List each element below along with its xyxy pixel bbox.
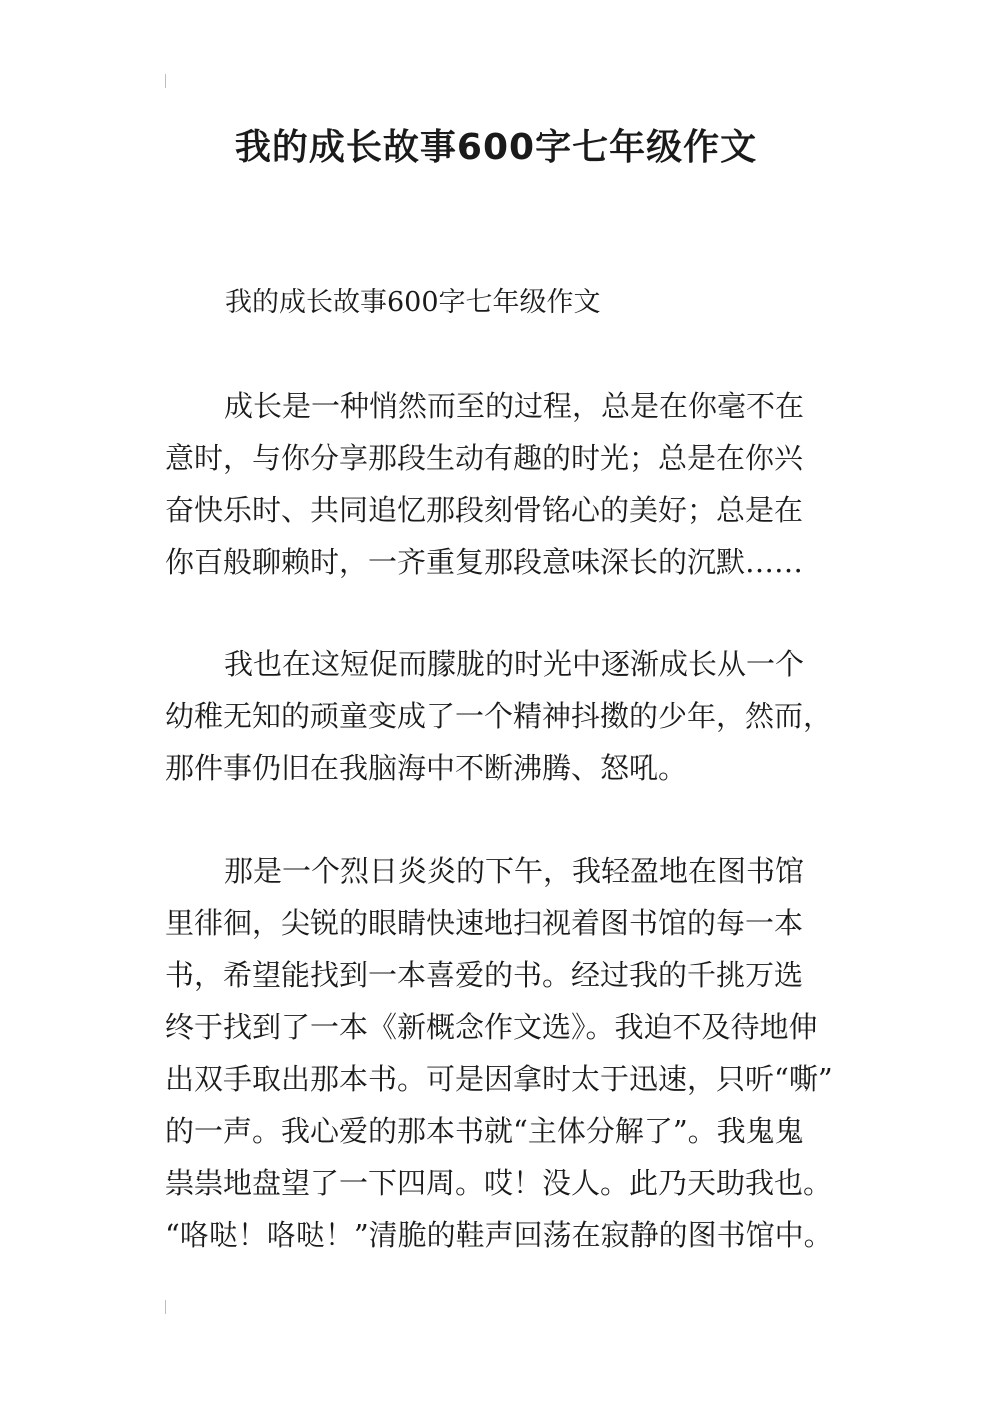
- paragraph-line: 你百般聊赖时，一齐重复那段意味深长的沉默……: [165, 545, 804, 579]
- page-corner-mark-top: [165, 74, 166, 88]
- paragraph-line: 出双手取出那本书。可是因拿时太于迅速，只听“嘶”: [165, 1062, 833, 1096]
- paragraph-line: 书，希望能找到一本喜爱的书。经过我的千挑万选: [165, 958, 804, 992]
- paragraph-1: [165, 380, 845, 588]
- paragraph-line: 那件事仍旧在我脑海中不断沸腾、怒吼。: [165, 751, 688, 785]
- paragraph-2: [165, 638, 845, 794]
- document-title: 我的成长故事600字七年级作文: [234, 127, 758, 168]
- paragraph-3: [165, 845, 845, 1261]
- paragraph-line: 奋快乐时、共同追忆那段刻骨铭心的美好；总是在: [165, 493, 804, 527]
- document-subtitle: 我的成长故事600字七年级作文: [225, 287, 601, 318]
- paragraph-line: 那是一个烈日炎炎的下午，我轻盈地在图书馆: [224, 854, 805, 888]
- paragraph-line: 终于找到了一本《新概念作文选》。我迫不及待地伸: [165, 1010, 818, 1044]
- paragraph-line: 我也在这短促而朦胧的时光中逐渐成长从一个: [224, 647, 805, 681]
- paragraph-line: 成长是一种悄然而至的过程，总是在你毫不在: [224, 389, 805, 423]
- page-corner-mark-bottom: [165, 1300, 166, 1314]
- paragraph-line: 幼稚无知的顽童变成了一个精神抖擞的少年，然而，: [165, 699, 833, 733]
- paragraph-line: “咯哒！咯哒！”清脆的鞋声回荡在寂静的图书馆中。: [165, 1218, 833, 1252]
- paragraph-line: 意时，与你分享那段生动有趣的时光；总是在你兴: [165, 441, 804, 475]
- paragraph-line: 的一声。我心爱的那本书就“主体分解了”。我鬼鬼: [165, 1114, 804, 1148]
- paragraph-line: 里徘徊，尖锐的眼睛快速地扫视着图书馆的每一本: [165, 906, 804, 940]
- paragraph-line: 祟祟地盘望了一下四周。哎！没人。此乃天助我也。: [165, 1166, 833, 1200]
